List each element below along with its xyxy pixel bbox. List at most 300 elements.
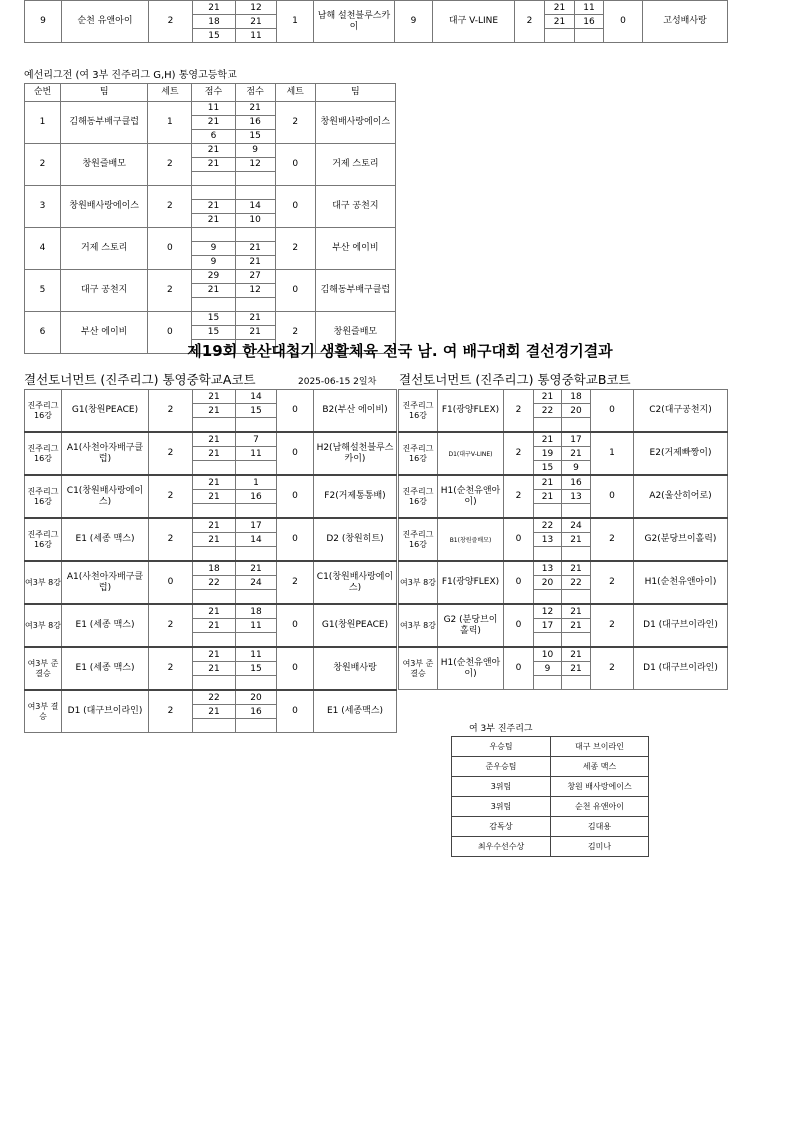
court-b-table [398, 389, 728, 690]
score-b: 21 [235, 326, 275, 340]
score-b: 18 [562, 390, 591, 404]
score-a: 21 [193, 705, 236, 719]
award-value: 창원 배사랑에이스 [551, 777, 649, 797]
score-b: 10 [235, 214, 275, 228]
set-b-count: 2 [277, 561, 314, 604]
score-b [562, 504, 591, 519]
score-b [562, 633, 591, 648]
bracket-match-row [399, 432, 728, 447]
set-b-count: 0 [275, 186, 315, 228]
score-a: 15 [192, 326, 235, 340]
prelim-match-row [25, 186, 396, 200]
score-b: 7 [236, 432, 277, 447]
score-b [562, 547, 591, 562]
set-b-count: 2 [275, 102, 315, 144]
team-a-name: 창원즐배모 [61, 144, 148, 186]
team-a-name: A1(사천아자배구클럽) [62, 432, 149, 475]
round-label: 진주리그 16강 [399, 518, 438, 561]
round-label: 진주리그 16강 [25, 475, 62, 518]
prelim-match-row [25, 228, 396, 242]
score-b [235, 298, 275, 312]
score-b: 11 [236, 619, 277, 633]
score-a: 22 [534, 518, 562, 533]
set-a-count: 2 [149, 604, 193, 647]
team-a-name: 부산 에이비 [61, 312, 148, 354]
score-a: 10 [534, 647, 562, 662]
score-a: 21 [192, 144, 235, 158]
score-b: 21 [562, 533, 591, 547]
score-a: 6 [192, 130, 235, 144]
score-a: 15 [192, 312, 235, 326]
set-a-count: 2 [148, 144, 192, 186]
score-b: 21 [235, 242, 275, 256]
match-no: 5 [25, 270, 61, 312]
score-b: 20 [562, 404, 591, 418]
team-a-name: D1 (대구브이라인) [62, 690, 149, 733]
score-b: 15 [236, 404, 277, 418]
set-b-count: 0 [277, 390, 314, 433]
score-a: 11 [192, 102, 235, 116]
team-a-name: C1(창원배사랑에이스) [62, 475, 149, 518]
score-b: 16 [236, 705, 277, 719]
team-b-name: H2(남해설천블루스카이) [314, 432, 397, 475]
score-a: 21 [534, 475, 562, 490]
score-b: 21 [562, 447, 591, 461]
team-d-cell: 고성배사랑 [643, 1, 728, 43]
score-a: 21 [193, 432, 236, 447]
score-a [534, 676, 562, 690]
score-b: 17 [236, 518, 277, 533]
score-a: 21 [192, 284, 235, 298]
score-b: 11 [236, 647, 277, 662]
award-label: 3위팀 [452, 777, 551, 797]
score-b: 21 [235, 102, 275, 116]
score-a: 22 [193, 690, 236, 705]
match-no: 4 [25, 228, 61, 270]
score-a: 21 [193, 647, 236, 662]
round-label: 진주리그 16강 [399, 390, 438, 433]
team-b-name: G2(분당브이홀릭) [634, 518, 728, 561]
score-b: 21 [562, 647, 591, 662]
set-b-count: 0 [591, 475, 634, 518]
top-score-row [25, 1, 728, 15]
award-row [452, 797, 649, 817]
set-b-count: 0 [277, 690, 314, 733]
score-b: 16 [562, 475, 591, 490]
score-a: 20 [534, 576, 562, 590]
team-b-name: 거제 스토리 [315, 144, 395, 186]
score-b [562, 590, 591, 605]
prelim-match-row [25, 144, 396, 158]
set-a-count: 2 [504, 390, 534, 433]
score-b: 21 [562, 561, 591, 576]
set-b-count: 0 [275, 144, 315, 186]
round-label: 여3부 결승 [25, 690, 62, 733]
score-a: 22 [193, 576, 236, 590]
award-label: 최우수선수상 [452, 837, 551, 857]
score-a [534, 590, 562, 605]
score-cell: 15 [193, 29, 236, 43]
bracket-match-row [25, 647, 397, 662]
team-b-name: E1 (세종맥스) [314, 690, 397, 733]
court-a-table [24, 389, 397, 733]
score-b [236, 461, 277, 476]
bracket-match-row [399, 604, 728, 619]
round-label: 여3부 8강 [25, 561, 62, 604]
score-a [192, 228, 235, 242]
set-a-cell: 2 [149, 1, 193, 43]
match-no: 2 [25, 144, 61, 186]
score-a: 21 [193, 404, 236, 418]
bracket-match-row [25, 475, 397, 490]
score-a [193, 633, 236, 648]
award-label: 감독상 [452, 817, 551, 837]
score-b: 14 [236, 390, 277, 404]
award-row [452, 837, 649, 857]
score-a [192, 298, 235, 312]
set-a-count: 0 [504, 518, 534, 561]
team-b-name: D1 (대구브이라인) [634, 647, 728, 690]
round-label: 여3부 준결승 [399, 647, 438, 690]
score-a: 21 [193, 447, 236, 461]
round-label: 여3부 준결승 [25, 647, 62, 690]
score-b [236, 504, 277, 519]
score-b: 20 [236, 690, 277, 705]
score-cell: 12 [236, 1, 277, 15]
bracket-match-row [399, 561, 728, 576]
score-a [193, 676, 236, 691]
set-b-count: 2 [275, 228, 315, 270]
set-a-count: 2 [149, 690, 193, 733]
score-b [236, 418, 277, 433]
team-b-name: H1(순천유앤아이) [634, 561, 728, 604]
score-a: 21 [534, 390, 562, 404]
score-b: 15 [235, 130, 275, 144]
set-a-count: 2 [504, 432, 534, 475]
team-a-name: H1(순천유앤아이) [438, 475, 504, 518]
score-a: 21 [193, 518, 236, 533]
score-a: 21 [193, 619, 236, 633]
set-b-count: 0 [277, 475, 314, 518]
set-b-count: 2 [275, 312, 315, 354]
award-row [452, 777, 649, 797]
bracket-match-row [25, 690, 397, 705]
team-b-name: 김해동부배구클럽 [315, 270, 395, 312]
score-b: 12 [235, 158, 275, 172]
score-a: 21 [193, 475, 236, 490]
score-a [534, 547, 562, 562]
score-cell: 18 [193, 15, 236, 29]
bracket-match-row [25, 390, 397, 404]
header-set-b: 세트 [275, 84, 315, 102]
set-b-count: 2 [591, 604, 634, 647]
score-b: 21 [562, 619, 591, 633]
header-no: 순번 [25, 84, 61, 102]
score-a: 21 [193, 533, 236, 547]
prelim-caption: 예선리그전 (여 3부 진주리그 G,H) 통영고등학교 [24, 70, 237, 81]
prelim-match-row [25, 270, 396, 284]
award-value: 대구 브이라인 [551, 737, 649, 757]
set-a-count: 0 [148, 312, 192, 354]
team-b-name: B2(부산 에이비) [314, 390, 397, 433]
set-a-count: 2 [149, 432, 193, 475]
match-no: 3 [25, 186, 61, 228]
prelim-table [24, 83, 396, 354]
score-b: 9 [235, 144, 275, 158]
score-a: 17 [534, 619, 562, 633]
score-cell: 21 [545, 1, 575, 15]
awards-caption: 여 3부 진주리그 [469, 724, 533, 734]
score-b: 9 [562, 461, 591, 476]
set-b-count: 0 [277, 647, 314, 690]
team-b-name: 창원배사랑에이스 [315, 102, 395, 144]
award-row [452, 737, 649, 757]
set-b-count: 2 [591, 561, 634, 604]
score-cell: 21 [545, 15, 575, 29]
header-score-a: 점수 [192, 84, 235, 102]
award-value: 김미나 [551, 837, 649, 857]
court-b-caption: 결선토너먼트 (진주리그) 통영중학교B코트 [399, 372, 631, 387]
score-b [236, 676, 277, 691]
score-b: 24 [562, 518, 591, 533]
team-a-name: H1(순천유앤아이) [438, 647, 504, 690]
score-a [193, 418, 236, 433]
team-b-name: 부산 에이비 [315, 228, 395, 270]
score-a [534, 418, 562, 433]
match-no: 1 [25, 102, 61, 144]
page-title: 제19회 한산대첩기 생활체육 전국 남. 여 배구대회 결선경기결과 [187, 342, 613, 360]
score-cell [575, 29, 604, 43]
score-a: 21 [192, 214, 235, 228]
score-a: 21 [193, 490, 236, 504]
team-a-name: F1(광양FLEX) [438, 561, 504, 604]
score-b: 14 [236, 533, 277, 547]
award-value: 세종 맥스 [551, 757, 649, 777]
score-a [192, 186, 235, 200]
score-b [236, 719, 277, 733]
header-set-a: 세트 [148, 84, 192, 102]
score-a: 21 [193, 390, 236, 404]
court-a-caption: 결선토너먼트 (진주리그) 통영중학교A코트 [24, 372, 256, 387]
header-score-b: 점수 [235, 84, 275, 102]
header-team-b: 팀 [315, 84, 395, 102]
team-a-name: G2 (분당브이홀릭) [438, 604, 504, 647]
score-a: 21 [192, 116, 235, 130]
team-a-name: E1 (세종 맥스) [62, 647, 149, 690]
team-b-name: D2 (창원히트) [314, 518, 397, 561]
score-b [235, 172, 275, 186]
set-a-count: 2 [148, 270, 192, 312]
score-a: 21 [192, 200, 235, 214]
team-c-cell: 대구 V-LINE [433, 1, 515, 43]
score-a: 15 [534, 461, 562, 476]
set-b-count: 0 [275, 270, 315, 312]
score-b: 21 [235, 312, 275, 326]
match-no: 6 [25, 312, 61, 354]
team-a-name: E1 (세종 맥스) [62, 604, 149, 647]
bracket-match-row [25, 561, 397, 576]
score-a: 18 [193, 561, 236, 576]
score-cell: 21 [236, 15, 277, 29]
award-label: 우승팀 [452, 737, 551, 757]
set-a-count: 0 [504, 647, 534, 690]
set-b-count: 2 [591, 518, 634, 561]
set-b-count: 0 [277, 604, 314, 647]
award-row [452, 757, 649, 777]
team-a-name: 대구 공천지 [61, 270, 148, 312]
bracket-match-row [25, 518, 397, 533]
bracket-match-row [399, 475, 728, 490]
score-b: 21 [235, 256, 275, 270]
prelim-match-row [25, 312, 396, 326]
set-a-count: 0 [149, 561, 193, 604]
bracket-match-row [399, 518, 728, 533]
score-a: 9 [192, 256, 235, 270]
team-a-name: E1 (세종 맥스) [62, 518, 149, 561]
score-a: 19 [534, 447, 562, 461]
score-b [236, 547, 277, 562]
score-a [193, 461, 236, 476]
team-b-name: C1(창원배사랑에이스) [314, 561, 397, 604]
round-label: 여3부 8강 [399, 561, 438, 604]
round-label: 여3부 8강 [25, 604, 62, 647]
score-b: 16 [236, 490, 277, 504]
team-a-name: 김해동부배구클럽 [61, 102, 148, 144]
award-label: 3위팀 [452, 797, 551, 817]
team-a-name: B1(창원즐배모) [438, 518, 504, 561]
score-b: 1 [236, 475, 277, 490]
score-b: 21 [562, 604, 591, 619]
team-a-name: D1(대구V-LINE) [438, 432, 504, 475]
bracket-match-row [399, 647, 728, 662]
rank2-cell: 9 [395, 1, 433, 43]
score-a: 21 [193, 604, 236, 619]
score-b: 13 [562, 490, 591, 504]
score-cell: 21 [193, 1, 236, 15]
team-a-name: 창원배사랑에이스 [61, 186, 148, 228]
team-b-name: E2(거제빠짱이) [634, 432, 728, 475]
set-a-count: 0 [504, 561, 534, 604]
award-row [452, 817, 649, 837]
top-results-table [24, 0, 728, 43]
score-a [193, 719, 236, 733]
score-a: 9 [192, 242, 235, 256]
score-b: 27 [235, 270, 275, 284]
score-b [562, 418, 591, 433]
set-b-count: 0 [591, 390, 634, 433]
score-a: 29 [192, 270, 235, 284]
score-cell: 11 [575, 1, 604, 15]
score-b: 11 [236, 447, 277, 461]
set-a-count: 2 [149, 475, 193, 518]
score-a: 9 [534, 662, 562, 676]
award-label: 준우승팀 [452, 757, 551, 777]
score-b: 17 [562, 432, 591, 447]
set-b-count: 2 [591, 647, 634, 690]
prelim-header-row [25, 84, 396, 102]
bracket-match-row [25, 432, 397, 447]
score-b: 24 [236, 576, 277, 590]
team-b-name: C2(대구공천지) [634, 390, 728, 433]
team-b-name: 대구 공천지 [315, 186, 395, 228]
team-b-cell: 남해 설천블루스카이 [314, 1, 395, 43]
team-a-name: A1(사천아자배구클럽) [62, 561, 149, 604]
score-a [193, 590, 236, 605]
set-a-count: 2 [149, 518, 193, 561]
score-a: 22 [534, 404, 562, 418]
set-a-count: 0 [504, 604, 534, 647]
set-a-count: 2 [149, 647, 193, 690]
match-date: 2025-06-15 2일차 [298, 377, 377, 387]
score-b: 14 [235, 200, 275, 214]
score-a: 21 [534, 432, 562, 447]
bracket-match-row [399, 390, 728, 404]
set-d-cell: 0 [604, 1, 643, 43]
score-a: 21 [192, 158, 235, 172]
rank-cell: 9 [25, 1, 62, 43]
score-b: 21 [562, 662, 591, 676]
set-b-count: 0 [277, 518, 314, 561]
score-b: 15 [236, 662, 277, 676]
round-label: 여3부 8강 [399, 604, 438, 647]
bracket-match-row [25, 604, 397, 619]
score-b [562, 676, 591, 690]
score-a: 13 [534, 561, 562, 576]
round-label: 진주리그 16강 [25, 390, 62, 433]
score-b [236, 633, 277, 648]
prelim-match-row [25, 102, 396, 116]
score-a: 13 [534, 533, 562, 547]
awards-table [451, 736, 649, 857]
set-a-count: 2 [504, 475, 534, 518]
set-a-count: 2 [149, 390, 193, 433]
award-value: 김대용 [551, 817, 649, 837]
score-b: 22 [562, 576, 591, 590]
team-b-name: 창원즐배모 [315, 312, 395, 354]
score-b: 12 [235, 284, 275, 298]
award-value: 순천 유앤아이 [551, 797, 649, 817]
score-b [235, 186, 275, 200]
score-b [235, 228, 275, 242]
score-b: 18 [236, 604, 277, 619]
score-a [193, 504, 236, 519]
team-a-name: G1(창원PEACE) [62, 390, 149, 433]
score-cell [545, 29, 575, 43]
score-a: 12 [534, 604, 562, 619]
score-a [192, 172, 235, 186]
score-b: 21 [236, 561, 277, 576]
set-a-count: 2 [148, 186, 192, 228]
set-a-count: 0 [148, 228, 192, 270]
score-cell: 11 [236, 29, 277, 43]
team-b-name: G1(창원PEACE) [314, 604, 397, 647]
round-label: 진주리그 16강 [25, 432, 62, 475]
score-b: 16 [235, 116, 275, 130]
team-a-cell: 순천 유앤아이 [62, 1, 149, 43]
score-a [534, 504, 562, 519]
set-b-count: 1 [591, 432, 634, 475]
round-label: 진주리그 16강 [399, 432, 438, 475]
team-b-name: A2(울산히어로) [634, 475, 728, 518]
round-label: 진주리그 16강 [399, 475, 438, 518]
score-cell: 16 [575, 15, 604, 29]
score-a [193, 547, 236, 562]
team-b-name: 창원배사랑 [314, 647, 397, 690]
round-label: 진주리그 16강 [25, 518, 62, 561]
score-a [534, 633, 562, 648]
header-team-a: 팀 [61, 84, 148, 102]
team-a-name: 거제 스토리 [61, 228, 148, 270]
